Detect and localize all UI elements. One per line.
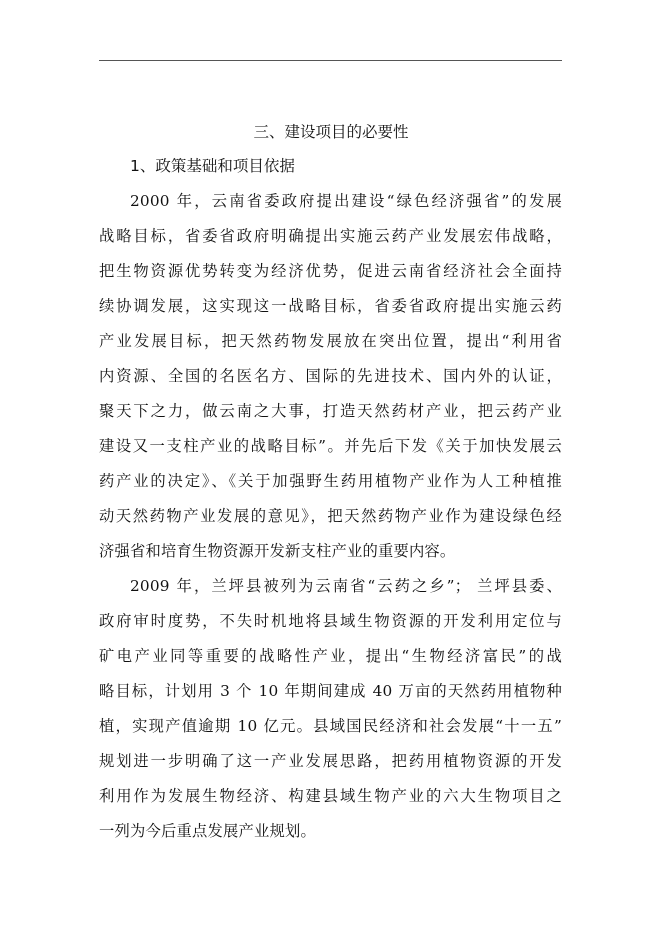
- paragraph-line: 2000 年，云南省委政府提出建设“绿色经济强省”的发展: [130, 192, 562, 210]
- paragraph-line: 聚天下之力，做云南之大事，打造天然药材产业，把云药产业: [99, 402, 562, 420]
- paragraph-line: 规划进一步明确了这一产业发展思路，把药用植物资源的开发: [99, 752, 562, 770]
- paragraph-line: 济强省和培育生物资源开发新支柱产业的重要内容。: [99, 542, 456, 560]
- section-title: 三、建设项目的必要性: [253, 123, 409, 141]
- paragraph-line: 2009 年，兰坪县被列为云南省“云药之乡”； 兰坪县委、: [130, 577, 562, 595]
- subsection-title: 1、政策基础和项目依据: [130, 157, 295, 175]
- paragraph-line: 内资源、全国的名医名方、国际的先进技术、国内外的认证，: [99, 367, 562, 385]
- paragraph-line: 政府审时度势，不失时机地将县域生物资源的开发利用定位与: [99, 612, 562, 630]
- paragraph-line: 战略目标，省委省政府明确提出实施云药产业发展宏伟战略，: [99, 227, 562, 245]
- paragraph-line: 药产业的决定》、《关于加强野生药用植物产业作为人工种植推: [99, 472, 562, 490]
- paragraph-line: 动天然药物产业发展的意见》，把天然药物产业作为建设绿色经: [99, 507, 562, 525]
- paragraph-line: 利用作为发展生物经济、构建县域生物产业的六大生物项目之: [99, 787, 562, 805]
- header-rule: [99, 60, 562, 61]
- paragraph-line: 续协调发展，这实现这一战略目标，省委省政府提出实施云药: [99, 297, 562, 315]
- paragraph-line: 植，实现产值逾期 10 亿元。县域国民经济和社会发展“十一五”: [99, 717, 562, 735]
- paragraph-line: 产业发展目标，把天然药物发展放在突出位置，提出“利用省: [99, 332, 562, 350]
- paragraph-line: 建设又一支柱产业的战略目标”。并先后下发《关于加快发展云: [99, 437, 562, 455]
- paragraph-line: 矿电产业同等重要的战略性产业，提出“生物经济富民”的战: [99, 647, 562, 665]
- paragraph-line: 略目标，计划用 3 个 10 年期间建成 40 万亩的天然药用植物种: [99, 682, 562, 700]
- paragraph-line: 一列为今后重点发展产业规划。: [99, 822, 316, 840]
- paragraph-line: 把生物资源优势转变为经济优势，促进云南省经济社会全面持: [99, 262, 562, 280]
